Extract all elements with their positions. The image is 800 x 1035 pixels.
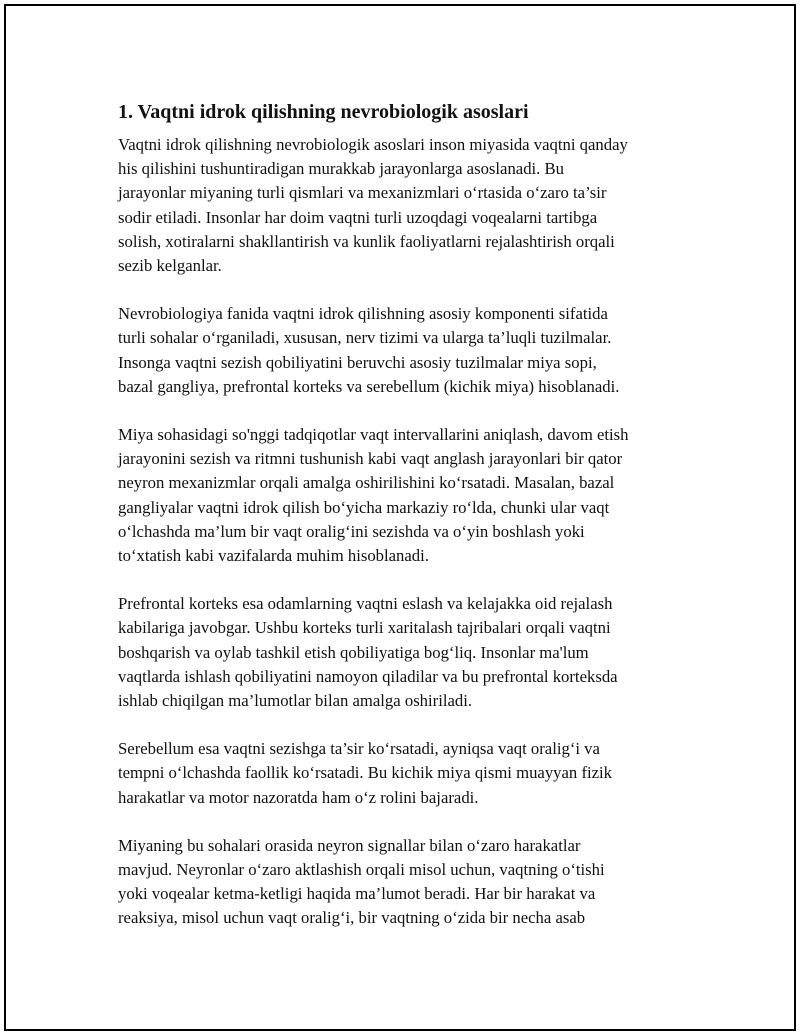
paragraph-line: boshqarish va oylab tashkil etish qobiliyatiga bog‘liq. Insonlar ma'lum [118, 642, 589, 662]
paragraph-intro [118, 133, 698, 278]
paragraph-line: Miya sohasidagi so'nggi tadqiqotlar vaqt intervallarini aniqlash, davom etish [118, 425, 629, 445]
page-frame [4, 4, 796, 1031]
document-body [118, 99, 698, 955]
paragraph-line: kabilariga javobgar. Ushbu korteks turli xaritalash tajribalari orqali vaqtni [118, 618, 611, 638]
paragraph-line: sodir etiladi. Insonlar har doim vaqtni turli uzoqdagi voqealarni tartibga [118, 207, 598, 227]
paragraph-line: gangliyalar vaqtni idrok qilish bo‘yicha markaziy ro‘lda, chunki ular vaqt [118, 497, 610, 517]
paragraph-line: o‘lchashda ma’lum bir vaqt oralig‘ini sezishda va o‘yin boshlash yoki [118, 521, 585, 541]
section-heading: 1. Vaqtni idrok qilishning nevrobiologik asoslari [118, 101, 529, 123]
paragraph-line: bazal gangliya, prefrontal korteks va serebellum (kichik miya) hisoblanadi. [118, 376, 620, 396]
paragraph-research [118, 423, 698, 568]
paragraph-line: harakatlar va motor nazoratda ham o‘z rolini bajaradi. [118, 787, 479, 807]
paragraph-line: sezib kelganlar. [118, 256, 222, 276]
paragraph-line: Insonga vaqtni sezish qobiliyatini beruvchi asosiy tuzilmalar miya sopi, [118, 352, 597, 372]
paragraph-line: jarayonlar miyaning turli qismlari va mexanizmlari o‘rtasida o‘zaro ta’sir [118, 183, 607, 203]
paragraph-line: mavjud. Neyronlar o‘zaro aktlashish orqali misol uchun, vaqtning o‘tishi [118, 860, 605, 880]
paragraph-line: Nevrobiologiya fanida vaqtni idrok qilishning asosiy komponenti sifatida [118, 304, 608, 324]
paragraph-line: turli sohalar o‘rganiladi, xususan, nerv tizimi va ularga ta’luqli tuzilmalar. [118, 328, 612, 348]
paragraph-line: jarayonini sezish va ritmni tushunish kabi vaqt anglash jarayonlari bir qator [118, 449, 623, 469]
paragraph-line: reaksiya, misol uchun vaqt oralig‘i, bir vaqtning o‘zida bir necha asab [118, 908, 586, 928]
paragraph-line: to‘xtatish kabi vazifalarda muhim hisoblanadi. [118, 546, 429, 566]
paragraph-line: Miyaning bu sohalari orasida neyron signallar bilan o‘zaro harakatlar [118, 835, 581, 855]
paragraph-line: vaqtlarda ishlash qobiliyatini namoyon qiladilar va bu prefrontal korteksda [118, 666, 618, 686]
paragraph-line: ishlab chiqilgan ma’lumotlar bilan amalga oshiriladi. [118, 691, 473, 711]
paragraph-line: tempni o‘lchashda faollik ko‘rsatadi. Bu kichik miya qismi muayyan fizik [118, 763, 613, 783]
paragraph-prefrontal-cortex [118, 592, 698, 713]
paragraph-line: solish, xotiralarni shakllantirish va kunlik faoliyatlarni rejalashtirish orqali [118, 231, 615, 251]
paragraph-line: neyron mexanizmlar orqali amalga oshirilishini ko‘rsatadi. Masalan, bazal [118, 473, 615, 493]
paragraph-line: his qilishini tushuntiradigan murakkab jarayonlarga asoslanadi. Bu [118, 159, 564, 179]
paragraph-line: Vaqtni idrok qilishning nevrobiologik asoslari inson miyasida vaqtni qanday [118, 135, 628, 154]
paragraph-neuron-signals [118, 834, 698, 931]
paragraph-cerebellum [118, 737, 698, 810]
paragraph-neurobiology [118, 302, 698, 399]
paragraph-line: yoki voqealar ketma-ketligi haqida ma’lumot beradi. Har bir harakat va [118, 884, 596, 904]
paragraph-line: Serebellum esa vaqtni sezishga ta’sir ko‘rsatadi, ayniqsa vaqt oralig‘i va [118, 739, 600, 759]
paragraph-line: Prefrontal korteks esa odamlarning vaqtni eslash va kelajakka oid rejalash [118, 594, 613, 614]
